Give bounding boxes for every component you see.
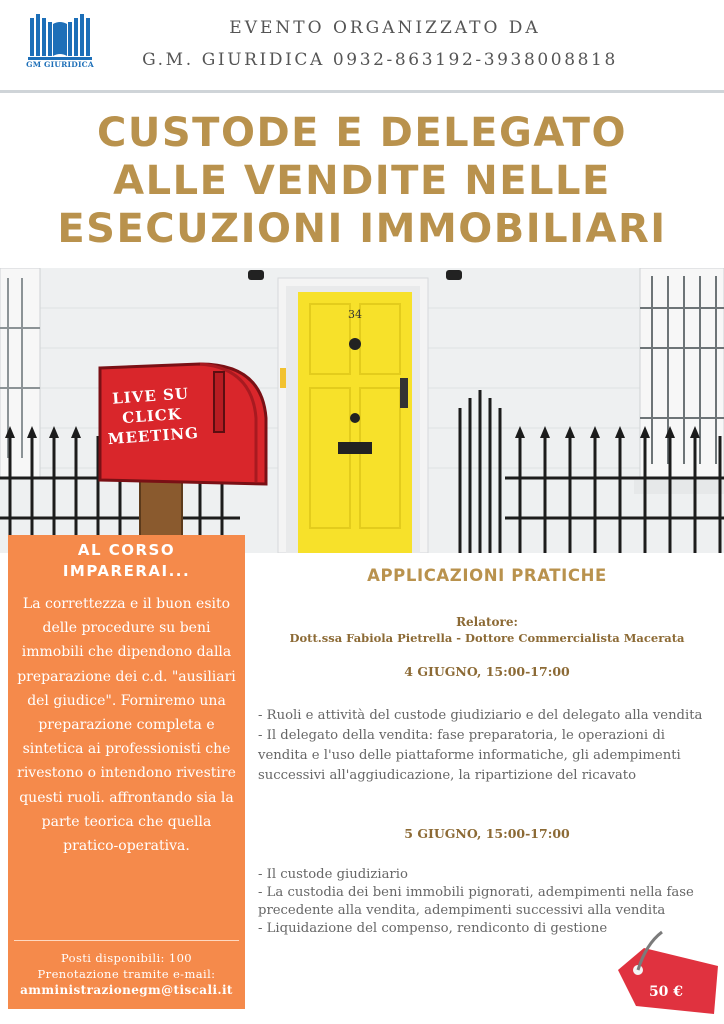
panel-heading-line1: AL CORSO <box>77 541 176 559</box>
price-label: 50 € <box>648 984 684 1000</box>
list-item: - Liquidazione del compenso, rendiconto di gestione <box>258 921 608 936</box>
door-number: 34 <box>348 308 362 321</box>
panel-description: La correttezza e il buon esito delle procedure su beni immobili che dipendono dalla preparazione dei c.d. "ausiliari del giudice". Forniremo una preparazione completa e sintetica ai professionisti che rivestono o intendono rivestire questi ruoli. affrontando sia la parte teorica che quella pratico-operativa. <box>17 596 236 855</box>
header-divider <box>0 90 724 93</box>
speaker-name: Dott.ssa Fabiola Pietrella - Dottore Commercialista Macerata <box>289 631 685 645</box>
booking-note: Prenotazione tramite e-mail: <box>37 967 216 981</box>
live-line1: LIVE SU <box>111 384 190 408</box>
logo-text: GM GIURIDICA <box>26 60 94 69</box>
speaker-label: Relatore: <box>456 615 518 629</box>
available-seats: Posti disponibili: 100 <box>60 951 193 965</box>
list-item: - Il custode giudiziario <box>258 867 408 882</box>
day2-date: 5 GIUGNO, 15:00-17:00 <box>404 826 570 841</box>
panel-heading-line2: IMPARERAI... <box>62 562 191 580</box>
organizer-contact: G.M. GIURIDICA 0932-863192-3938008818 <box>142 50 618 70</box>
panel-heading <box>8 540 245 582</box>
section-title: APPLICAZIONI PRATICHE <box>367 566 607 585</box>
list-item: - La custodia dei beni immobili pignorati, adempimenti nella fase precedente alla vendita, adempimenti successivi alla vendita <box>258 885 694 918</box>
live-line2: CLICK <box>121 404 183 428</box>
booking-email-link[interactable]: amministrazionegm@tiscali.it <box>20 983 233 997</box>
panel-footer <box>8 950 245 998</box>
live-badge-text <box>90 382 214 450</box>
event-title-line3: ESECUZIONI IMMOBILIARI <box>57 206 667 252</box>
day1-topics <box>258 706 718 786</box>
list-item: - Ruoli e attività del custode giudiziario e del delegato alla vendita <box>258 708 703 723</box>
day1-date: 4 GIUGNO, 15:00-17:00 <box>404 664 570 679</box>
organizer-label: EVENTO ORGANIZZATO DA <box>229 18 541 38</box>
event-title-line2: ALLE VENDITE NELLE <box>113 158 611 204</box>
price-tag-icon <box>610 926 722 1016</box>
event-title-line1: CUSTODE E DELEGATO <box>97 110 627 156</box>
list-item: - Il delegato della vendita: fase preparatoria, le operazioni di vendita e l'uso delle piattaforme informatiche, gli adempimenti successivi all'aggiudicazione, la ripartizione del ricavato <box>258 728 681 783</box>
panel-divider <box>14 940 239 941</box>
live-line3: MEETING <box>107 423 200 449</box>
